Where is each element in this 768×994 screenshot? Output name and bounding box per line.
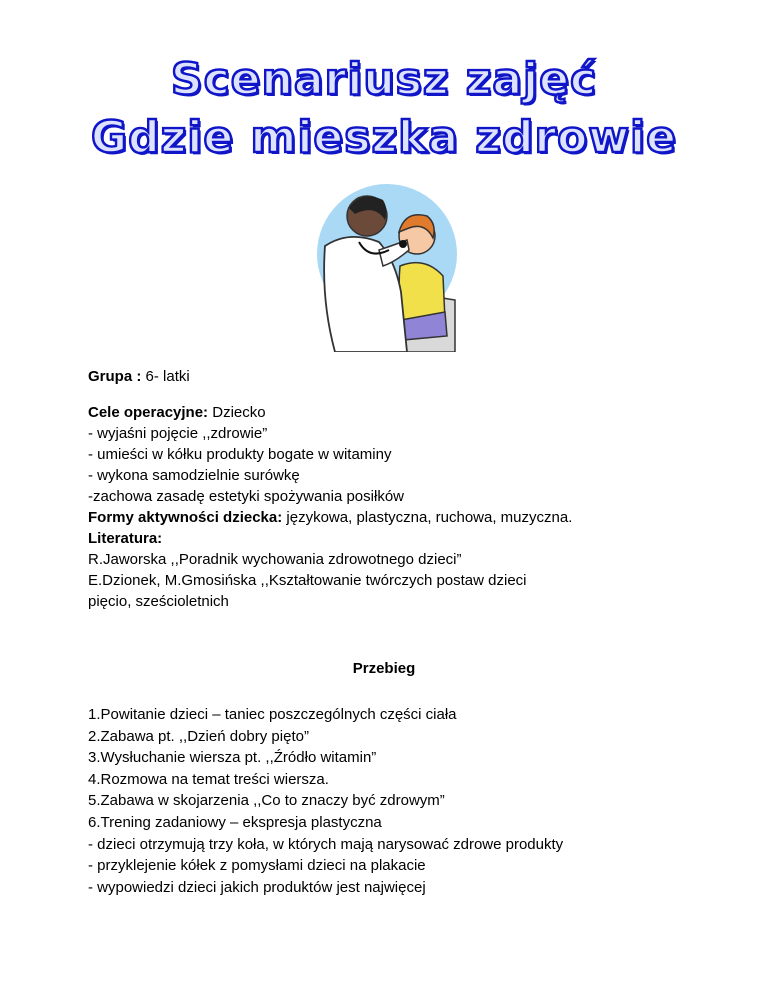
doctor-examining-child-icon: [305, 180, 465, 352]
group-label: Grupa :: [88, 368, 142, 385]
objective-item: - wyjaśni pojęcie ,,zdrowie”: [88, 425, 268, 442]
objective-item: - umieści w kółku produkty bogate w witaminy: [88, 446, 392, 463]
activity-forms-label: Formy aktywności dziecka:: [88, 509, 283, 526]
course-item: - dzieci otrzymują trzy koła, w których mają narysować zdrowe produkty: [88, 835, 564, 853]
objectives-section: [88, 402, 688, 612]
objective-item: - wykona samodzielnie surówkę: [88, 467, 300, 484]
course-item: - wypowiedzi dzieci jakich produktów jest najwięcej: [88, 878, 426, 896]
course-section: [88, 704, 688, 898]
literature-label: Literatura:: [88, 530, 163, 547]
course-heading: Przebieg: [352, 660, 416, 677]
course-item: 1.Powitanie dzieci – taniec poszczególnych części ciała: [88, 706, 457, 723]
objectives-label: Cele operacyjne:: [88, 404, 209, 421]
course-item: - przyklejenie kółek z pomysłami dzieci na plakacie: [88, 857, 426, 875]
title-line-2: Gdzie mieszka zdrowie: [91, 112, 677, 163]
document-title: [0, 54, 768, 164]
course-item: 6.Trening zadaniowy – ekspresja plastyczna: [88, 813, 382, 831]
group-value: 6- latki: [141, 368, 190, 385]
group-section: [88, 366, 688, 387]
objectives-intro: Dziecko: [208, 404, 266, 421]
course-item: 3.Wysłuchanie wiersza pt. ,,Źródło witamin”: [88, 749, 377, 767]
objective-item: -zachowa zasadę estetyki spożywania posiłków: [88, 488, 404, 505]
activity-forms-value: językowa, plastyczna, ruchowa, muzyczna.: [282, 509, 573, 526]
course-item: 4.Rozmowa na temat treści wiersza.: [88, 770, 329, 788]
course-item: 2.Zabawa pt. ,,Dzień dobry pięto”: [88, 727, 309, 745]
literature-item: pięcio, sześcioletnich: [88, 593, 229, 610]
literature-item: R.Jaworska ,,Poradnik wychowania zdrowotnego dzieci”: [88, 551, 462, 568]
title-line-1: Scenariusz zajęć: [170, 54, 598, 105]
course-item: 5.Zabawa w skojarzenia ,,Co to znaczy być zdrowym”: [88, 792, 445, 810]
literature-item: E.Dzionek, M.Gmosińska ,,Kształtowanie twórczych postaw dzieci: [88, 572, 527, 589]
